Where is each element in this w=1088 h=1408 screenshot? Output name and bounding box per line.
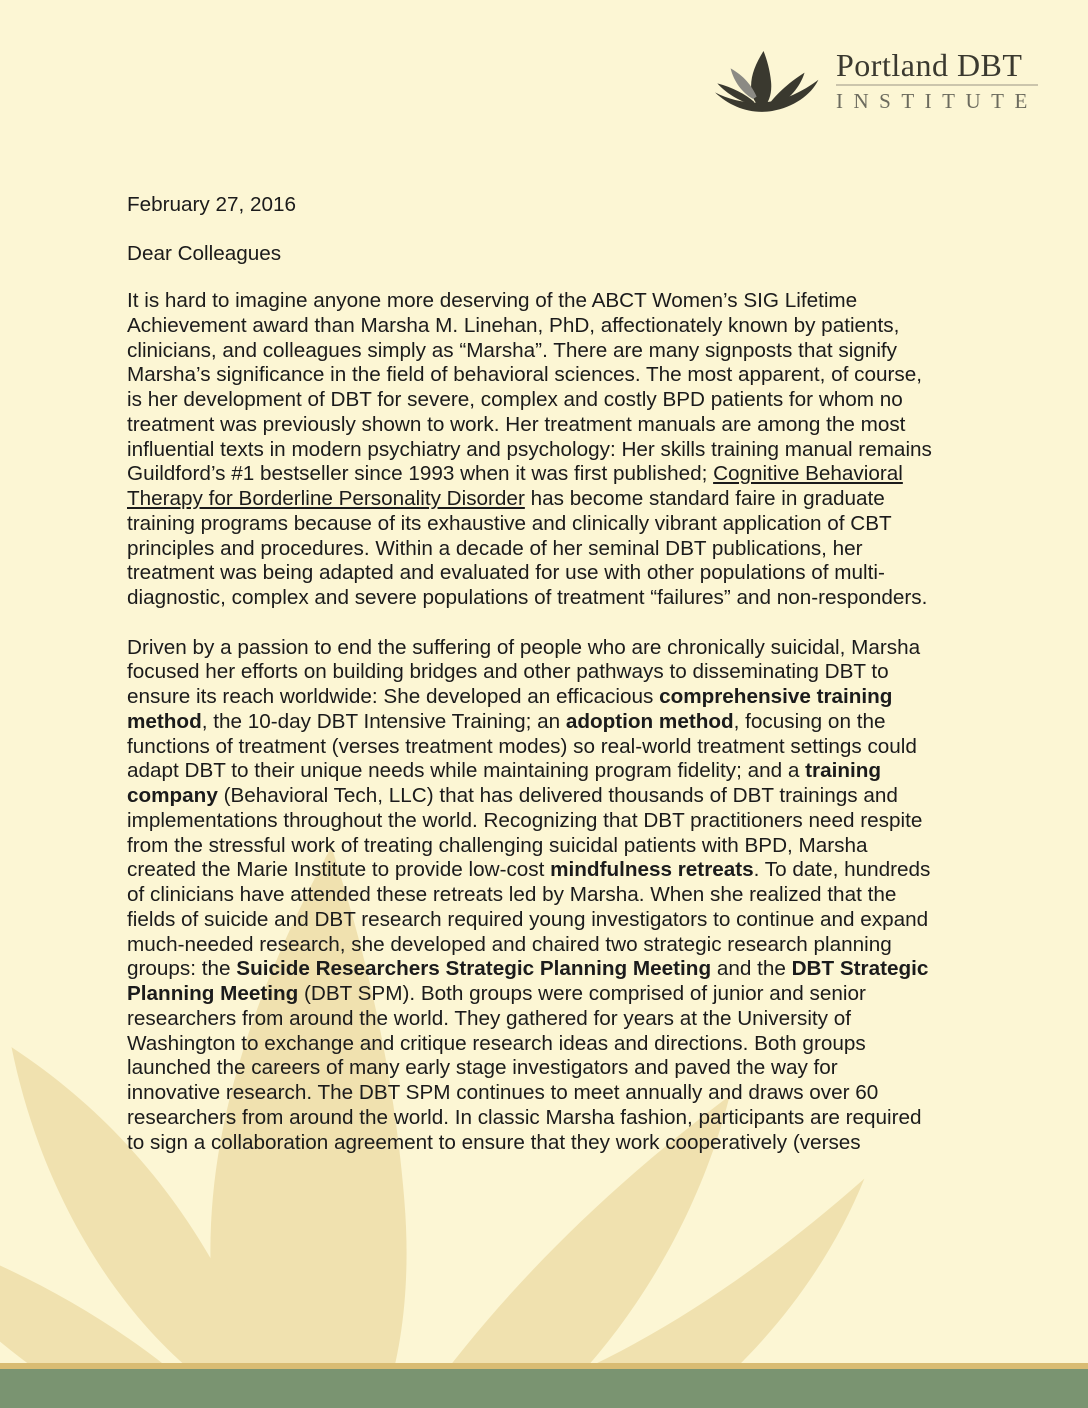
text-line: diagnostic, complex and severe populations of treatment “failures” and non-responders.: [127, 586, 928, 609]
text-line: functions of treatment (verses treatment modes) so real-world treatment settings could: [127, 734, 917, 758]
text-line: groups: the Suicide Researchers Strategic Planning Meeting and the DBT Strategic: [127, 957, 929, 981]
text-line: Washington to exchange and critique research ideas and directions. Both groups: [127, 1031, 866, 1055]
text-line: focused her efforts on building bridges and other pathways to disseminating DBT to: [127, 660, 889, 684]
text-line: launched the careers of many early stage investigators and paved the way for: [127, 1056, 838, 1080]
text-line: of clinicians have attended these retreats led by Marsha. When she realized that the: [127, 883, 897, 906]
text-line: Driven by a passion to end the suffering of people who are chronically suicidal, Marsha: [127, 635, 921, 659]
logo-text: [836, 48, 1040, 113]
text-line: Therapy for Borderline Personality Disorder has become standard faire in graduate: [127, 487, 885, 510]
text-line: innovative research. The DBT SPM continues to meet annually and draws over 60: [127, 1081, 879, 1104]
logo-title: Portland DBT: [836, 47, 1023, 83]
letter-body: [127, 289, 1027, 1180]
paragraph: [127, 636, 1027, 1156]
text-line: clinicians, and colleagues simply as “Marsha”. There are many signposts that signify: [127, 338, 898, 362]
text-line: treatment was previously shown to work. Her treatment manuals are among the most: [127, 412, 906, 436]
text-line: training programs because of its exhaustive and clinically vibrant application of CBT: [127, 511, 892, 535]
text-line: Achievement award than Marsha M. Linehan, PhD, affectionately known by patients,: [127, 313, 900, 337]
text-line: company (Behavioral Tech, LLC) that has delivered thousands of DBT trainings and: [127, 784, 898, 807]
letter-date: February 27, 2016: [127, 193, 297, 216]
logo: [710, 46, 1050, 136]
text-line: much-needed research, she developed and chaired two strategic research planning: [127, 932, 892, 956]
text-line: Marsha’s significance in the field of behavioral sciences. The most apparent, of course,: [127, 363, 922, 387]
text-line: implementations throughout the world. Recognizing that DBT practitioners need respite: [127, 808, 923, 832]
text-line: fields of suicide and DBT research required young investigators to continue and expand: [127, 907, 929, 931]
text-line: Guildford’s #1 bestseller since 1993 when it was first published; Cognitive Behavioral: [127, 462, 903, 486]
letter-salutation: Dear Colleagues: [127, 242, 282, 265]
text-line: adapt DBT to their unique needs while maintaining program fidelity; and a training: [127, 759, 881, 783]
text-line: principles and procedures. Within a decade of her seminal DBT publications, her: [127, 536, 863, 560]
text-line: method, the 10-day DBT Intensive Training; an adoption method, focusing on the: [127, 709, 886, 733]
paragraph: [127, 289, 1027, 611]
text-line: ensure its reach worldwide: She developed an efficacious comprehensive training: [127, 685, 893, 708]
text-line: from the stressful work of treating challenging suicidal patients with BPD, Marsha: [127, 833, 868, 857]
text-line: influential texts in modern psychiatry and psychology: Her skills training manual remains: [127, 437, 932, 461]
text-line: researchers from around the world. In classic Marsha fashion, participants are required: [127, 1105, 922, 1129]
text-line: It is hard to imagine anyone more deserving of the ABCT Women’s SIG Lifetime: [127, 289, 858, 312]
footer-band: [0, 1369, 1088, 1408]
text-line: is her development of DBT for severe, complex and costly BPD patients for whom no: [127, 388, 903, 411]
logo-divider: [836, 84, 1038, 86]
logo-subtitle: INSTITUTE: [836, 89, 1038, 113]
lotus-icon: [715, 48, 819, 120]
text-line: treatment was being adapted and evaluated for use with other populations of multi-: [127, 561, 885, 585]
text-line: Planning Meeting (DBT SPM). Both groups were comprised of junior and senior: [127, 982, 866, 1005]
text-line: researchers from around the world. They gathered for years at the University of: [127, 1006, 852, 1030]
text-line: created the Marie Institute to provide low-cost mindfulness retreats. To date, hundreds: [127, 858, 931, 882]
text-line: to sign a collaboration agreement to ensure that they work cooperatively (verses: [127, 1130, 861, 1154]
